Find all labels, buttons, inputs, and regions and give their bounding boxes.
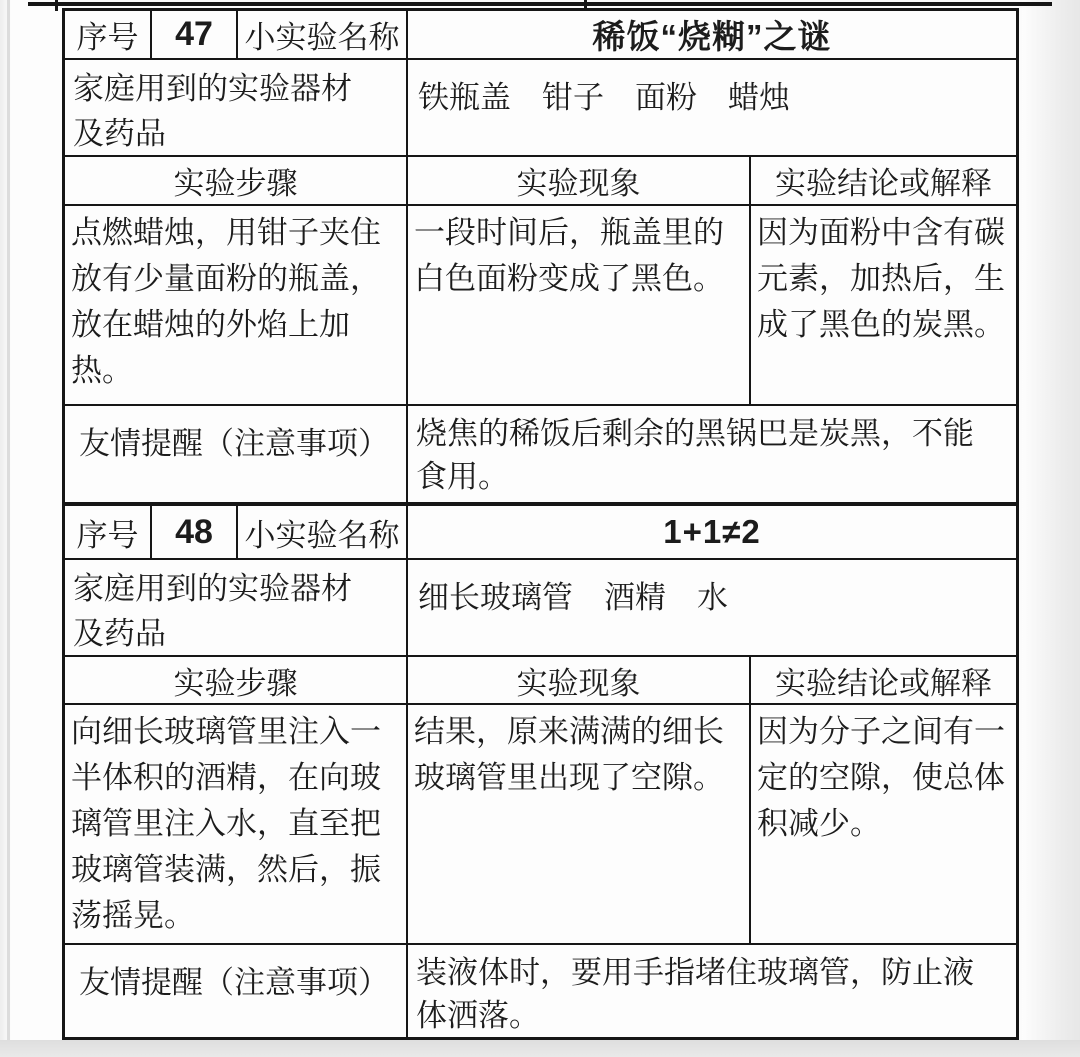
steps-header-cell: 实验步骤 — [65, 657, 408, 703]
conclusion-header-cell: 实验结论或解释 — [775, 166, 992, 201]
reminder-label-cell: 友情提醒（注意事项） — [65, 945, 408, 1037]
scan-artifact-top-stub — [55, 0, 58, 11]
table-row — [65, 11, 1016, 60]
page-bottom-margin — [0, 1040, 1080, 1057]
experiment-name-label: 小实验名称 — [238, 506, 408, 558]
phenomenon-header-cell: 实验现象 — [408, 157, 751, 204]
reminder-cell: 装液体时，要用手指堵住玻璃管，防止液体洒落。 — [416, 955, 974, 1033]
equipment-label-cell: 家庭用到的实验器材及药品 — [65, 560, 408, 655]
steps-header-cell: 实验步骤 — [65, 157, 408, 204]
serial-label: 序号 — [65, 11, 152, 58]
experiment-table — [62, 8, 1019, 1040]
steps-cell: 向细长玻璃管里注入一半体积的酒精，在向玻璃管里注入水，直至把玻璃管装满，然后，振荡摇晃。 — [65, 705, 408, 943]
table-row — [65, 157, 1016, 206]
equipment-label-cell: 家庭用到的实验器材及药品 — [65, 60, 408, 155]
table-row — [65, 406, 1016, 502]
equipment-cell: 铁瓶盖 钳子 面粉 蜡烛 — [418, 80, 790, 115]
experiment-name: 稀饭“烧糊”之谜 — [592, 18, 832, 55]
conclusion-cell: 因为面粉中含有碳元素，加热后，生成了黑色的炭黑。 — [757, 215, 1005, 342]
serial-label: 序号 — [65, 506, 152, 558]
conclusion-header-cell: 实验结论或解释 — [775, 665, 992, 701]
table-row — [65, 60, 1016, 157]
conclusion-cell: 因为分子之间有一定的空隙，使总体积减少。 — [757, 714, 1005, 841]
table-row — [65, 506, 1016, 560]
steps-cell: 点燃蜡烛，用钳子夹住放有少量面粉的瓶盖，放在蜡烛的外焰上加热。 — [65, 206, 408, 404]
experiment-section-47 — [65, 11, 1016, 506]
experiment-name-label: 小实验名称 — [238, 11, 408, 58]
phenomenon-cell: 结果，原来满满的细长玻璃管里出现了空隙。 — [408, 705, 751, 943]
reminder-cell: 烧焦的稀饭后剩余的黑锅巴是炭黑，不能食用。 — [416, 416, 974, 494]
serial-number: 48 — [152, 506, 238, 558]
equipment-cell: 细长玻璃管 酒精 水 — [418, 580, 728, 615]
experiment-name: 1+1≠2 — [663, 513, 761, 550]
phenomenon-cell: 一段时间后，瓶盖里的白色面粉变成了黑色。 — [408, 206, 751, 404]
page-right-margin — [1022, 0, 1080, 1057]
serial-number: 47 — [152, 11, 238, 58]
table-row — [65, 206, 1016, 406]
table-row — [65, 560, 1016, 657]
phenomenon-header-cell: 实验现象 — [408, 657, 751, 703]
table-row — [65, 945, 1016, 1037]
reminder-label-cell: 友情提醒（注意事项） — [65, 406, 408, 502]
experiment-section-48 — [65, 506, 1016, 1037]
table-row — [65, 657, 1016, 705]
scan-artifact-top-line — [28, 2, 1052, 6]
scan-artifact-left-line — [7, 0, 10, 1057]
table-row — [65, 705, 1016, 945]
